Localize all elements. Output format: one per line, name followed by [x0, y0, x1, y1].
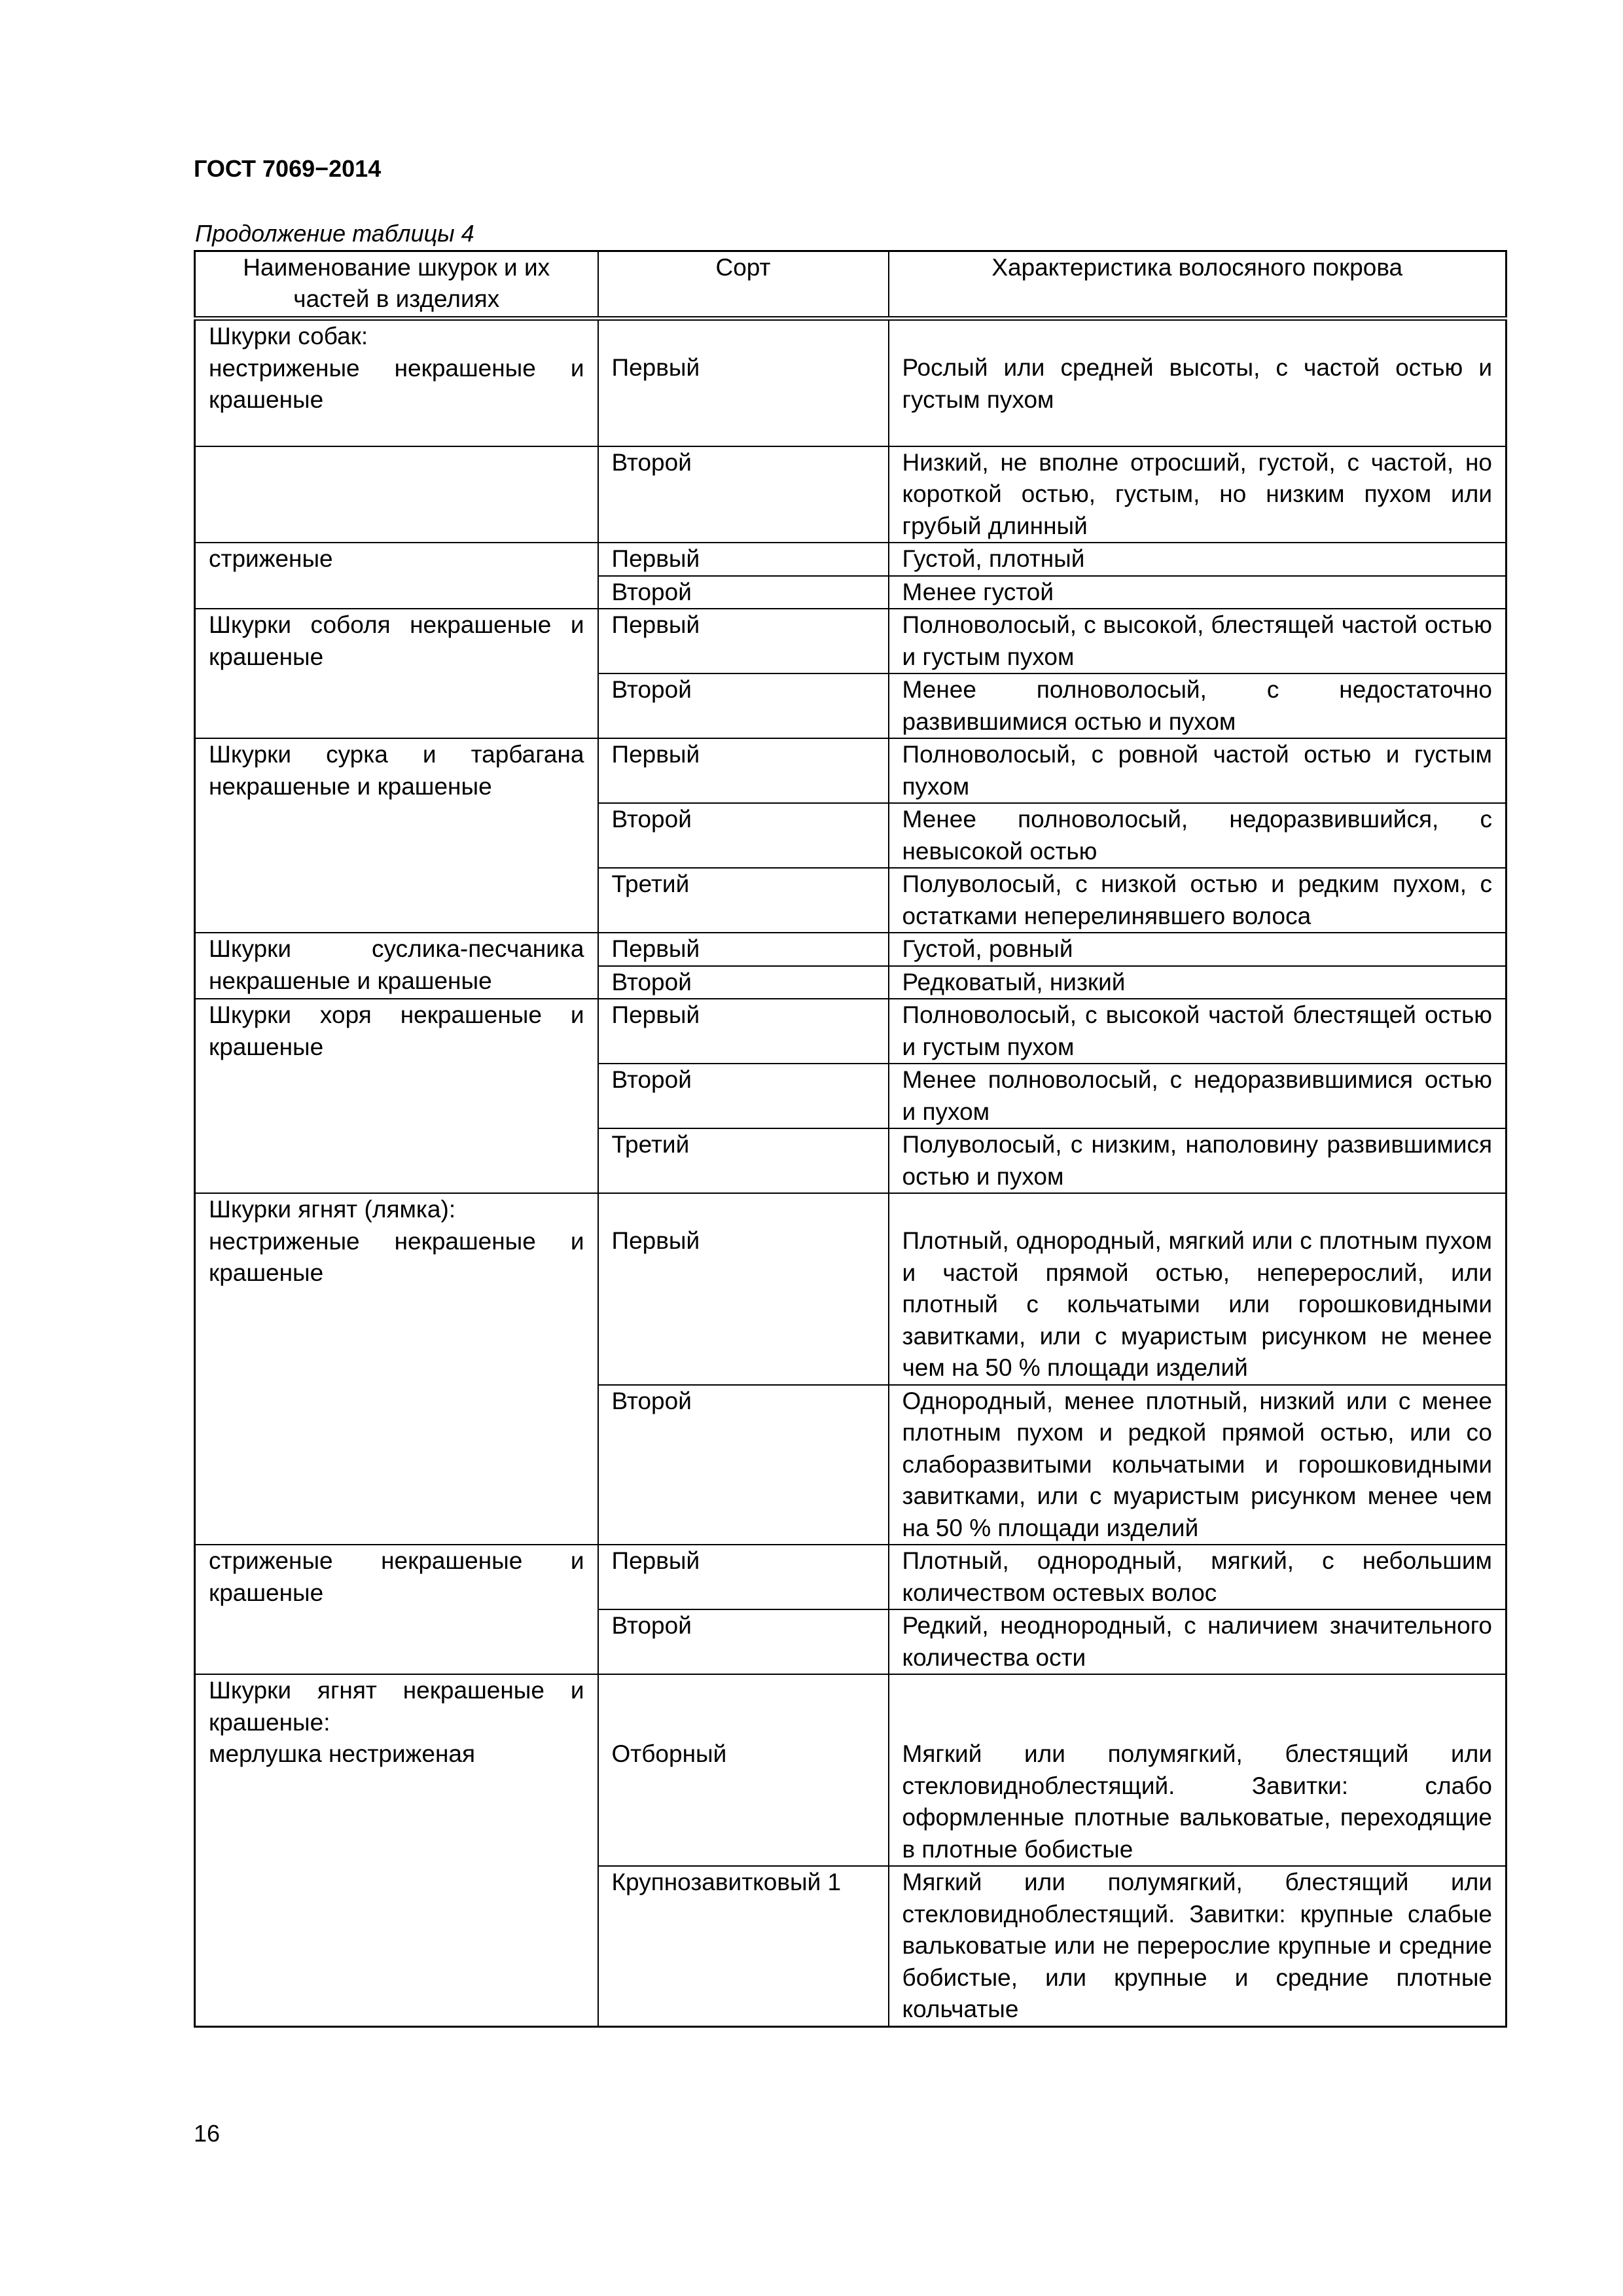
category-cell: стриженые некрашеные и крашеные: [195, 1545, 598, 1674]
description-cell: Полуволосый, с низкой остью и редким пухом, с остатками неперелинявшего волоса: [889, 868, 1507, 933]
description-cell: Густой, ровный: [889, 933, 1507, 966]
grade-cell: Второй: [598, 1609, 889, 1674]
grade-cell: Второй: [598, 673, 889, 738]
grade-cell: Третий: [598, 868, 889, 933]
grade-cell: Крупнозавитковый 1: [598, 1866, 889, 2026]
description-cell: [889, 1674, 1507, 1866]
category-sublabel: мерлушка нестриженая: [209, 1740, 476, 1767]
fur-grade-table: [194, 250, 1507, 2028]
category-label: Шкурки ягнят (лямка):: [209, 1196, 456, 1223]
grade-cell: Первый: [598, 999, 889, 1064]
description-cell: Редкий, неоднородный, с наличием значительного количества ости: [889, 1609, 1507, 1674]
grade-label: Первый: [611, 1227, 700, 1254]
description-cell: Низкий, не вполне отросший, густой, с частой, но короткой остью, густым, но низким пухом или грубый длинный: [889, 446, 1507, 543]
category-cell: [195, 1674, 598, 2026]
column-header-name: Наименование шкурок и их частей в изделиях: [195, 251, 598, 319]
table-row: [195, 999, 1507, 1064]
description-text: Рослый или средней высоты, с частой остью и густым пухом: [902, 354, 1492, 413]
column-header-grade: Сорт: [598, 251, 889, 319]
description-cell: Мягкий или полумягкий, блестящий или стекловидноблестящий. Завитки: крупные слабые вальковатые или не перерослие крупные и средние бобистые, или крупные и средние плотные кольчатые: [889, 1866, 1507, 2026]
grade-cell: [598, 1674, 889, 1866]
grade-cell: Первый: [598, 543, 889, 576]
description-cell: Полноволосый, с высокой, блестящей частой остью и густым пухом: [889, 609, 1507, 673]
description-cell: Менее полноволосый, недоразвившийся, с невысокой остью: [889, 803, 1507, 868]
description-cell: Редковатый, низкий: [889, 966, 1507, 999]
grade-cell: Первый: [598, 609, 889, 673]
description-cell: Менее густой: [889, 576, 1507, 609]
column-header-characteristic: Характеристика волосяного покрова: [889, 251, 1507, 319]
grade-cell: [598, 319, 889, 446]
description-cell: Полуволосый, с низким, наполовину развившимися остью и пухом: [889, 1128, 1507, 1193]
category-cell: Шкурки соболя некрашеные и крашеные: [195, 609, 598, 738]
grade-cell: Первый: [598, 933, 889, 966]
description-text: Мягкий или полумягкий, блестящий или стекловидноблестящий. Завитки: слабо оформленные плотные вальковатые, переходящие в плотные бобистые: [902, 1740, 1492, 1863]
category-cell: стриженые: [195, 543, 598, 609]
grade-label: Отборный: [611, 1740, 727, 1767]
table-row: [195, 1545, 1507, 1609]
table-row: [195, 609, 1507, 673]
table-row: [195, 933, 1507, 966]
category-sublabel: нестриженые некрашеные и крашеные: [209, 354, 584, 413]
description-cell: Менее полноволосый, с недостаточно развившимися остью и пухом: [889, 673, 1507, 738]
category-cell: Шкурки хоря некрашеные и крашеные: [195, 999, 598, 1193]
category-cell: Шкурки сурка и тарбагана некрашеные и крашеные: [195, 738, 598, 933]
category-cell: [195, 1193, 598, 1545]
grade-cell: [598, 1193, 889, 1385]
description-text: Плотный, однородный, мягкий или с плотным пухом и частой прямой остью, неперерослий, или плотный с кольчатыми или горошковидными завитками, или с муаристым рисунком не менее чем на 50 % площади изделий: [902, 1227, 1492, 1381]
category-cell: [195, 446, 598, 543]
table-row: [195, 738, 1507, 803]
table-row: [195, 1674, 1507, 1866]
grade-cell: Второй: [598, 803, 889, 868]
description-cell: [889, 319, 1507, 446]
category-label: Шкурки ягнят некрашеные и крашеные:: [209, 1677, 584, 1736]
table-caption: Продолжение таблицы 4: [195, 220, 474, 247]
grade-cell: Второй: [598, 1064, 889, 1128]
description-cell: Полноволосый, с высокой частой блестящей остью и густым пухом: [889, 999, 1507, 1064]
table-row: [195, 1193, 1507, 1385]
category-sublabel: нестриженые некрашеные и крашеные: [209, 1227, 584, 1286]
table-header-row: [195, 251, 1507, 319]
table-row: [195, 319, 1507, 446]
description-cell: Плотный, однородный, мягкий, с небольшим количеством остевых волос: [889, 1545, 1507, 1609]
description-cell: Менее полноволосый, с недоразвившимися остью и пухом: [889, 1064, 1507, 1128]
table-row: [195, 446, 1507, 543]
grade-cell: Второй: [598, 576, 889, 609]
grade-cell: Второй: [598, 966, 889, 999]
document-number: ГОСТ 7069−2014: [194, 155, 382, 182]
table-row: [195, 543, 1507, 576]
grade-label: Первый: [611, 354, 700, 381]
description-cell: Однородный, менее плотный, низкий или с менее плотным пухом и редкой прямой остью, или со слаборазвитыми кольчатыми и горошковидными завитками, или с муаристым рисунком менее чем на 50 % площади изделий: [889, 1385, 1507, 1545]
page-number: 16: [194, 2120, 221, 2147]
category-label: Шкурки собак:: [209, 323, 368, 350]
category-cell: [195, 319, 598, 446]
description-cell: Густой, плотный: [889, 543, 1507, 576]
grade-cell: Первый: [598, 738, 889, 803]
category-cell: Шкурки суслика-песчаника некрашеные и крашеные: [195, 933, 598, 999]
grade-cell: Третий: [598, 1128, 889, 1193]
description-cell: Полноволосый, с ровной частой остью и густым пухом: [889, 738, 1507, 803]
grade-cell: Первый: [598, 1545, 889, 1609]
description-cell: [889, 1193, 1507, 1385]
grade-cell: Второй: [598, 1385, 889, 1545]
grade-cell: Второй: [598, 446, 889, 543]
